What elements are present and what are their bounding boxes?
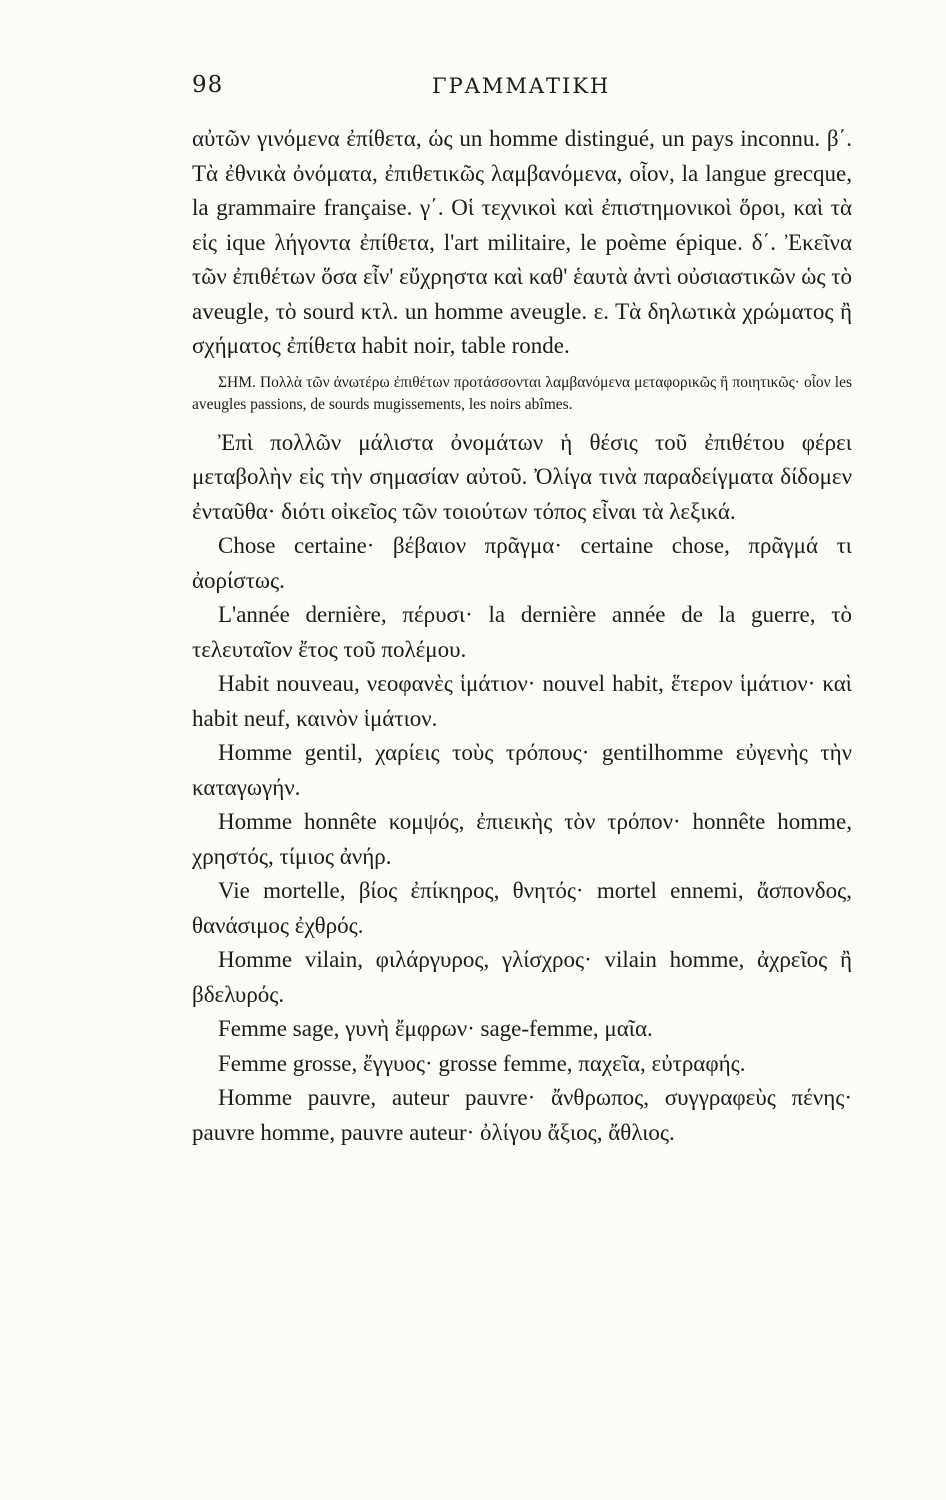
- example-entry: Femme grosse, ἔγγυος· grosse femme, παχεῖα, εὐτραφής.: [218, 1050, 746, 1076]
- paragraph-adjective-classes: αὐτῶν γινόμενα ἐπίθετα, ὡς un homme distingué, un pays inconnu. β΄. Τὰ ἐθνικὰ ὀνόματα, ἐπιθετικῶς λαμβανόμενα, οἷον, la langue grecque, la grammaire française. γ΄. Οἱ τεχνικοὶ καὶ ἐπιστημονικοὶ ὅροι, καὶ τὰ εἰς ique λήγοντα ἐπίθετα, l'art militaire, le poème épique. δ΄. Ἐκεῖνα τῶν ἐπιθέτων ὅσα εἶν' εὔχρηστα καὶ καθ' ἑαυτὰ ἀντὶ οὐσιαστικῶν ὡς τὸ aveugle, τὸ sourd κτλ. un homme aveugle. ε. Τὰ δηλωτικὰ χρώματος ἢ σχήματος ἐπίθετα habit noir, table ronde.: [192, 126, 852, 358]
- running-title: ΓΡΑΜΜΑΤΙΚΗ: [432, 74, 611, 98]
- example-entry: Vie mortelle, βίος ἐπίκηρος, θνητός· mortel ennemi, ἄσπονδος, θανάσιμος ἐχθρός.: [192, 878, 852, 938]
- note-paragraph: ΣΗΜ. Πολλὰ τῶν ἀνωτέρω ἐπιθέτων προτάσσονται λαμβανόμενα μεταφορικῶς ἢ ποιητικῶς· οἷον les aveugles passions, de sourds mugissements, les noirs abîmes.: [192, 373, 852, 413]
- example-entry: Homme vilain, φιλάργυρος, γλίσχρος· vilain homme, ἀχρεῖος ἢ βδελυρός.: [192, 947, 852, 1007]
- example-entry: Chose certaine· βέβαιον πρᾶγμα· certaine chose, πρᾶγμά τι ἀορίστως.: [192, 533, 852, 593]
- page-body: [192, 122, 852, 1150]
- example-entry: Homme gentil, χαρίεις τοὺς τρόπους· gentilhomme εὐγενὴς τὴν καταγωγήν.: [192, 740, 852, 800]
- paragraph-position-meaning: Ἐπὶ πολλῶν μάλιστα ὀνομάτων ἡ θέσις τοῦ ἐπιθέτου φέρει μεταβολὴν εἰς τὴν σημασίαν αὐτοῦ. Ὀλίγα τινὰ παραδείγματα δίδομεν ἐνταῦθα· διότι οἰκεῖος τῶν τοιούτων τόπος εἶναι τὰ λεξικά.: [192, 429, 852, 524]
- example-entry: Habit nouveau, νεοφανὲς ἱμάτιον· nouvel habit, ἕτερον ἱμάτιον· καὶ habit neuf, καινὸν ἱμάτιον.: [192, 671, 852, 731]
- page-number: 98: [192, 72, 224, 98]
- page-header: [192, 72, 852, 102]
- example-entry: L'année dernière, πέρυσι· la dernière année de la guerre, τὸ τελευταῖον ἔτος τοῦ πολέμου.: [192, 602, 852, 662]
- example-entry: Femme sage, γυνὴ ἔμφρων· sage-femme, μαῖα.: [218, 1016, 653, 1041]
- example-entry: Homme pauvre, auteur pauvre· ἄνθρωπος, συγγραφεὺς πένης· pauvre homme, pauvre auteur· ὀλίγου ἄξιος, ἄθλιος.: [192, 1085, 852, 1145]
- example-entry: Homme honnête κομψός, ἐπιεικὴς τὸν τρόπον· honnête homme, χρηστός, τίμιος ἀνήρ.: [192, 809, 852, 869]
